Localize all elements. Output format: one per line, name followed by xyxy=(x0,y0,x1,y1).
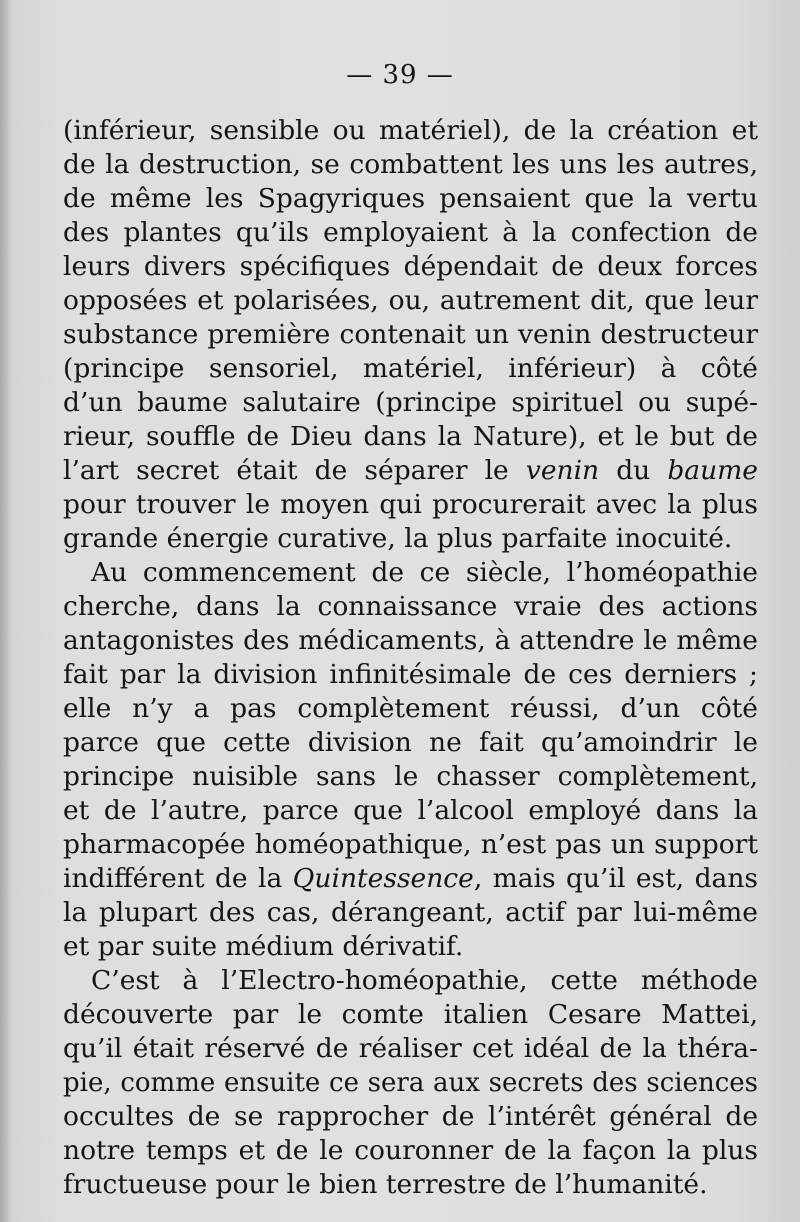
text-run: du xyxy=(599,455,668,486)
paragraph-2 xyxy=(63,556,758,964)
text-line: leurs divers spécifiques dépendait de deux forces xyxy=(63,251,758,282)
text-line: de même les Spagyriques pensaient que la vertu xyxy=(63,183,758,214)
italic-word-baume: baume xyxy=(667,455,758,486)
page-gutter-shadow xyxy=(0,0,12,1222)
text-line: qu’il était réservé de réaliser cet idéal de la théra- xyxy=(63,1033,758,1064)
page-number: — 39 — xyxy=(346,60,454,90)
text-line: et par suite médium dérivatif. xyxy=(63,931,464,962)
text-run: l’art secret était de séparer le xyxy=(63,455,526,486)
italic-word-quintessence: Quintessence xyxy=(292,863,474,894)
paragraph-3 xyxy=(63,964,758,1202)
paragraph-1 xyxy=(63,114,758,556)
body-text xyxy=(63,114,758,1202)
text-line: fructueuse pour le bien terrestre de l’humanité. xyxy=(63,1169,708,1200)
text-line: C’est à l’Electro-homéopathie, cette méthode xyxy=(91,965,758,996)
text-line: substance première contenait un venin destructeur xyxy=(63,319,758,350)
text-run: indifférent de la xyxy=(63,863,293,894)
text-line: pie, comme ensuite ce sera aux secrets des sciences xyxy=(63,1068,758,1098)
text-line: d’un baume salutaire (principe spirituel ou supé- xyxy=(63,387,758,418)
text-line: découverte par le comte italien Cesare Mattei, xyxy=(63,999,758,1030)
text-line: fait par la division infinitésimale de ces derniers ; xyxy=(63,659,758,690)
text-line: antagonistes des médicaments, à attendre le même xyxy=(63,625,758,656)
text-line: parce que cette division ne fait qu’amoindrir le xyxy=(63,727,758,758)
text-line: pour trouver le moyen qui procurerait avec la plus xyxy=(63,489,758,520)
text-line: opposées et polarisées, ou, autrement dit, que leur xyxy=(63,285,758,316)
italic-word-venin: venin xyxy=(525,455,600,486)
text-line: grande énergie curative, la plus parfaite inocuité. xyxy=(63,523,733,554)
text-line: pharmacopée homéopathique, n’est pas un support xyxy=(63,829,758,860)
text-line: occultes de se rapprocher de l’intérêt général de xyxy=(63,1101,758,1132)
text-line: Au commencement de ce siècle, l’homéopathie xyxy=(91,557,758,588)
text-line: et de l’autre, parce que l’alcool employé dans la xyxy=(63,795,758,826)
text-line: principe nuisible sans le chasser complètement, xyxy=(63,761,758,792)
text-line: notre temps et de le couronner de la façon la plus xyxy=(63,1135,758,1166)
text-line-with-italics xyxy=(63,454,758,488)
text-line: rieur, souffle de Dieu dans la Nature), et le but de xyxy=(63,421,758,452)
text-line: (principe sensoriel, matériel, inférieur) à côté xyxy=(63,353,758,384)
text-line: cherche, dans la connaissance vraie des actions xyxy=(63,591,758,622)
text-line: des plantes qu’ils employaient à la confection de xyxy=(63,217,758,248)
text-line: (inférieur, sensible ou matériel), de la création et xyxy=(63,115,758,146)
text-line: la plupart des cas, dérangeant, actif par lui-même xyxy=(63,897,758,928)
text-line-with-italics xyxy=(63,862,758,896)
text-line: de la destruction, se combattent les uns les autres, xyxy=(63,149,758,180)
text-line: elle n’y a pas complètement réussi, d’un côté xyxy=(63,693,758,724)
text-run: , mais qu’il est, dans xyxy=(473,863,759,894)
